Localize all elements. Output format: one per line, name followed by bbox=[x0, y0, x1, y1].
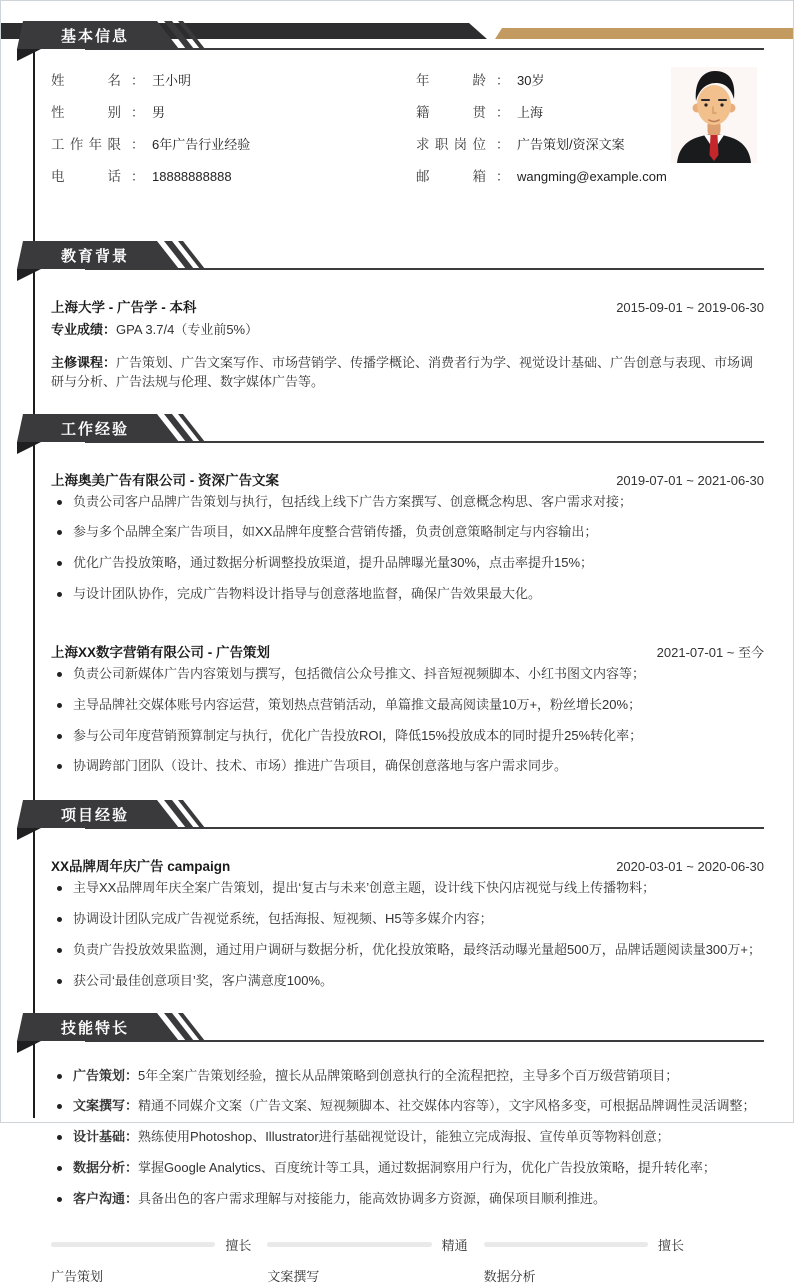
skill-bar-group bbox=[484, 1235, 684, 1285]
section-title: 项目经验 bbox=[60, 807, 129, 825]
job-header bbox=[51, 469, 764, 489]
courses-label: 主修课程 bbox=[51, 354, 104, 370]
gpa-line bbox=[51, 320, 764, 340]
field-value: 上海 bbox=[517, 105, 544, 120]
field-colon: ： bbox=[131, 73, 145, 88]
education-entry-header bbox=[51, 296, 764, 316]
bullet-text: 参与多个品牌全案广告项目，如XX品牌年度整合营销传播，负责创意策略制定与内容输出； bbox=[73, 524, 598, 540]
bullet-text: 主导XX品牌周年庆全案广告策划，提出‘复古与未来’创意主题，设计线下快闪店视觉与线上传播物料； bbox=[73, 880, 656, 896]
field-value: 6年广告行业经验 bbox=[152, 137, 251, 152]
bullet-icon bbox=[57, 592, 62, 597]
bullet-icon bbox=[57, 1074, 62, 1079]
left-vertical-line bbox=[33, 39, 35, 1118]
skill-bar-name: 数据分析 bbox=[483, 1268, 536, 1284]
bullet-icon bbox=[57, 1166, 62, 1171]
field-value: 王小明 bbox=[152, 73, 192, 88]
courses-value: 广告策划、广告文案写作、市场营销学、传播学概论、消费者行为学、视觉设计基础、广告创意与表现、市场调研与分析、广告法规与伦理、数字媒体广告等。 bbox=[51, 354, 754, 389]
field-phone bbox=[51, 165, 416, 185]
field-colon: ： bbox=[131, 169, 145, 184]
job-bullet bbox=[51, 493, 764, 512]
bullet-text: 与设计团队协作，完成广告物料设计指导与创意落地监督，确保广告效果最大化。 bbox=[73, 586, 542, 602]
bullet-text bbox=[73, 1159, 716, 1178]
skill-desc: 5年全案广告策划经验，擅长从品牌策略到创意执行的全流程把控，主导多个百万级营销项目； bbox=[138, 1067, 679, 1083]
skill-desc: 具备出色的客户需求理解与对接能力，能高效协调多方资源，确保项目顺利推进。 bbox=[138, 1191, 607, 1206]
job-bullet bbox=[51, 554, 764, 573]
skill-bar-track bbox=[267, 1242, 431, 1247]
bullet-icon bbox=[57, 764, 62, 769]
section-header-basic-info bbox=[15, 21, 764, 61]
skill-bullet bbox=[51, 1067, 764, 1086]
project-bullet bbox=[51, 879, 764, 898]
skill-level-label: 精通 bbox=[441, 1237, 468, 1253]
skill-bar-group bbox=[51, 1235, 251, 1285]
project-bullet bbox=[51, 972, 764, 991]
field-value: 18888888888 bbox=[152, 169, 232, 184]
section-header-project bbox=[15, 800, 764, 840]
field-colon: ： bbox=[496, 137, 510, 152]
section-basic-info bbox=[1, 21, 793, 197]
skill-level-label: 擅长 bbox=[225, 1237, 252, 1253]
bullet-text: 负责公司客户品牌广告策划与执行，包括线上线下广告方案撰写、创意概念构思、客户需求对接； bbox=[73, 493, 633, 509]
skill-colon: ： bbox=[125, 1191, 139, 1206]
skill-colon: ： bbox=[125, 1129, 139, 1145]
field-colon: ： bbox=[496, 73, 510, 88]
gpa-colon: ： bbox=[103, 322, 117, 337]
bullet-icon bbox=[57, 979, 62, 984]
section-header-skills bbox=[15, 1013, 764, 1053]
project-name: XX品牌周年庆广告 campaign bbox=[51, 859, 231, 875]
skill-desc: 掌握Google Analytics、百度统计等工具，通过数据洞察用户行为，优化广告投放策略，提升转化率； bbox=[138, 1160, 716, 1176]
field-colon: ： bbox=[131, 137, 145, 152]
bullet-icon bbox=[57, 948, 62, 953]
field-label: 籍贯 bbox=[416, 105, 486, 120]
bullet-icon bbox=[57, 561, 62, 566]
job-bullet bbox=[51, 696, 764, 715]
company-position: 上海XX数字营销有限公司 - 广告策划 bbox=[51, 644, 271, 660]
field-value: 男 bbox=[152, 105, 166, 120]
bullet-icon bbox=[57, 672, 62, 677]
field-label: 求职岗位 bbox=[416, 137, 486, 152]
field-label: 性别 bbox=[51, 105, 121, 120]
field-name bbox=[51, 69, 416, 89]
bullet-icon bbox=[57, 1197, 62, 1202]
section-work-experience bbox=[1, 414, 793, 777]
skill-bullet bbox=[51, 1128, 764, 1147]
field-label: 姓名 bbox=[51, 73, 121, 88]
field-value: 30岁 bbox=[517, 73, 545, 88]
bullet-text: 主导品牌社交媒体账号内容运营，策划热点营销活动，单篇推文最高阅读量10万+，粉丝增长20%； bbox=[73, 696, 642, 712]
bullet-icon bbox=[57, 1104, 62, 1109]
skill-bullet bbox=[51, 1190, 764, 1209]
bullet-icon bbox=[57, 530, 62, 535]
skill-colon: ： bbox=[125, 1098, 139, 1114]
field-colon: ： bbox=[131, 105, 145, 120]
skill-bar-name: 广告策划 bbox=[51, 1268, 104, 1284]
section-header-education bbox=[15, 241, 764, 281]
section-education bbox=[1, 241, 793, 392]
courses-colon: ： bbox=[103, 354, 117, 370]
skill-bar-group bbox=[267, 1235, 467, 1285]
skill-colon: ： bbox=[125, 1067, 139, 1083]
courses-line bbox=[51, 353, 764, 392]
skill-bar-track bbox=[51, 1242, 215, 1247]
bullet-text: 获公司‘最佳创意项目’奖，客户满意度100%。 bbox=[73, 972, 334, 988]
bullet-text bbox=[73, 1067, 678, 1086]
job-bullet bbox=[51, 757, 764, 776]
field-colon: ： bbox=[496, 105, 510, 120]
section-project-experience bbox=[1, 800, 793, 990]
skill-term: 客户沟通 bbox=[73, 1191, 126, 1206]
bullet-text: 协调跨部门团队（设计、技术、市场）推进广告项目，确保创意落地与客户需求同步。 bbox=[73, 758, 568, 774]
field-label: 年龄 bbox=[416, 73, 486, 88]
date-range: 2020-03-01 ~ 2020-06-30 bbox=[616, 859, 764, 875]
skill-bar-track bbox=[484, 1242, 648, 1247]
section-skills bbox=[1, 1013, 793, 1209]
field-value: wangming@example.com bbox=[517, 169, 667, 184]
bullet-text bbox=[73, 1128, 670, 1147]
bullet-icon bbox=[57, 917, 62, 922]
project-header bbox=[51, 855, 764, 875]
field-email bbox=[416, 165, 764, 185]
project-bullet bbox=[51, 941, 764, 960]
job-bullet bbox=[51, 665, 764, 684]
bullet-text: 参与公司年度营销预算制定与执行，优化广告投放ROI，降低15%投放成本的同时提升25%转化率； bbox=[73, 727, 643, 743]
skill-term: 数据分析 bbox=[73, 1160, 126, 1176]
date-range: 2019-07-01 ~ 2021-06-30 bbox=[616, 472, 764, 488]
bullet-text: 负责公司新媒体广告内容策划与撰写，包括微信公众号推文、抖音短视频脚本、小红书图文内容等； bbox=[73, 665, 646, 681]
school-degree: 上海大学 - 广告学 - 本科 bbox=[51, 300, 197, 315]
bullet-text: 负责广告投放效果监测，通过用户调研与数据分析，优化投放策略，最终活动曝光量超500万，品牌话题阅读量300万+； bbox=[73, 941, 761, 957]
field-colon: ： bbox=[496, 169, 510, 184]
section-title: 技能特长 bbox=[60, 1019, 129, 1037]
skill-level-label: 擅长 bbox=[657, 1237, 684, 1253]
date-range: 2021-07-01 ~ 至今 bbox=[656, 644, 764, 660]
field-value: 广告策划/资深文案 bbox=[517, 137, 625, 152]
field-label: 工作年限 bbox=[51, 137, 121, 152]
company-position: 上海奥美广告有限公司 - 资深广告文案 bbox=[51, 472, 279, 488]
skill-term: 文案撰写 bbox=[73, 1098, 126, 1114]
skill-bullet bbox=[51, 1097, 764, 1116]
job-bullet bbox=[51, 523, 764, 542]
skill-colon: ： bbox=[125, 1160, 139, 1176]
section-title: 工作经验 bbox=[60, 420, 129, 438]
bullet-icon bbox=[57, 1135, 62, 1140]
skill-desc: 精通不同媒介文案（广告文案、短视频脚本、社交媒体内容等），文字风格多变，可根据品牌调性灵活调整； bbox=[138, 1098, 756, 1114]
job-bullet bbox=[51, 585, 764, 604]
bullet-icon bbox=[57, 734, 62, 739]
job-bullet bbox=[51, 727, 764, 746]
bullet-icon bbox=[57, 703, 62, 708]
gpa-label: 专业成绩 bbox=[51, 322, 104, 337]
bullet-text: 协调设计团队完成广告视觉系统，包括海报、短视频、H5等多媒介内容； bbox=[73, 911, 493, 927]
field-gender bbox=[51, 101, 416, 121]
bullet-icon bbox=[57, 500, 62, 505]
profile-photo bbox=[671, 67, 757, 163]
skill-bullet bbox=[51, 1159, 764, 1178]
skill-term: 广告策划 bbox=[73, 1067, 126, 1083]
skill-level-bars bbox=[51, 1235, 684, 1285]
bullet-text bbox=[73, 1097, 756, 1116]
section-title: 教育背景 bbox=[60, 248, 129, 265]
date-range: 2015-09-01 ~ 2019-06-30 bbox=[616, 300, 764, 315]
project-bullet bbox=[51, 910, 764, 929]
gpa-value: GPA 3.7/4（专业前5%） bbox=[116, 322, 259, 337]
bullet-text: 优化广告投放策略，通过数据分析调整投放渠道，提升品牌曝光量30%，点击率提升15%； bbox=[73, 555, 594, 571]
bullet-icon bbox=[57, 886, 62, 891]
skill-term: 设计基础 bbox=[73, 1129, 126, 1145]
field-label: 电话 bbox=[51, 169, 121, 184]
skill-desc: 熟练使用Photoshop、Illustrator进行基础视觉设计，能独立完成海报、宣传单页等物料创意； bbox=[138, 1129, 670, 1145]
bullet-text bbox=[73, 1190, 606, 1209]
section-title: 基本信息 bbox=[60, 28, 129, 45]
skill-bar-name: 文案撰写 bbox=[267, 1268, 320, 1284]
job-header bbox=[51, 641, 764, 661]
field-work-years bbox=[51, 133, 416, 153]
section-header-work bbox=[15, 414, 764, 454]
field-label: 邮箱 bbox=[416, 169, 486, 184]
